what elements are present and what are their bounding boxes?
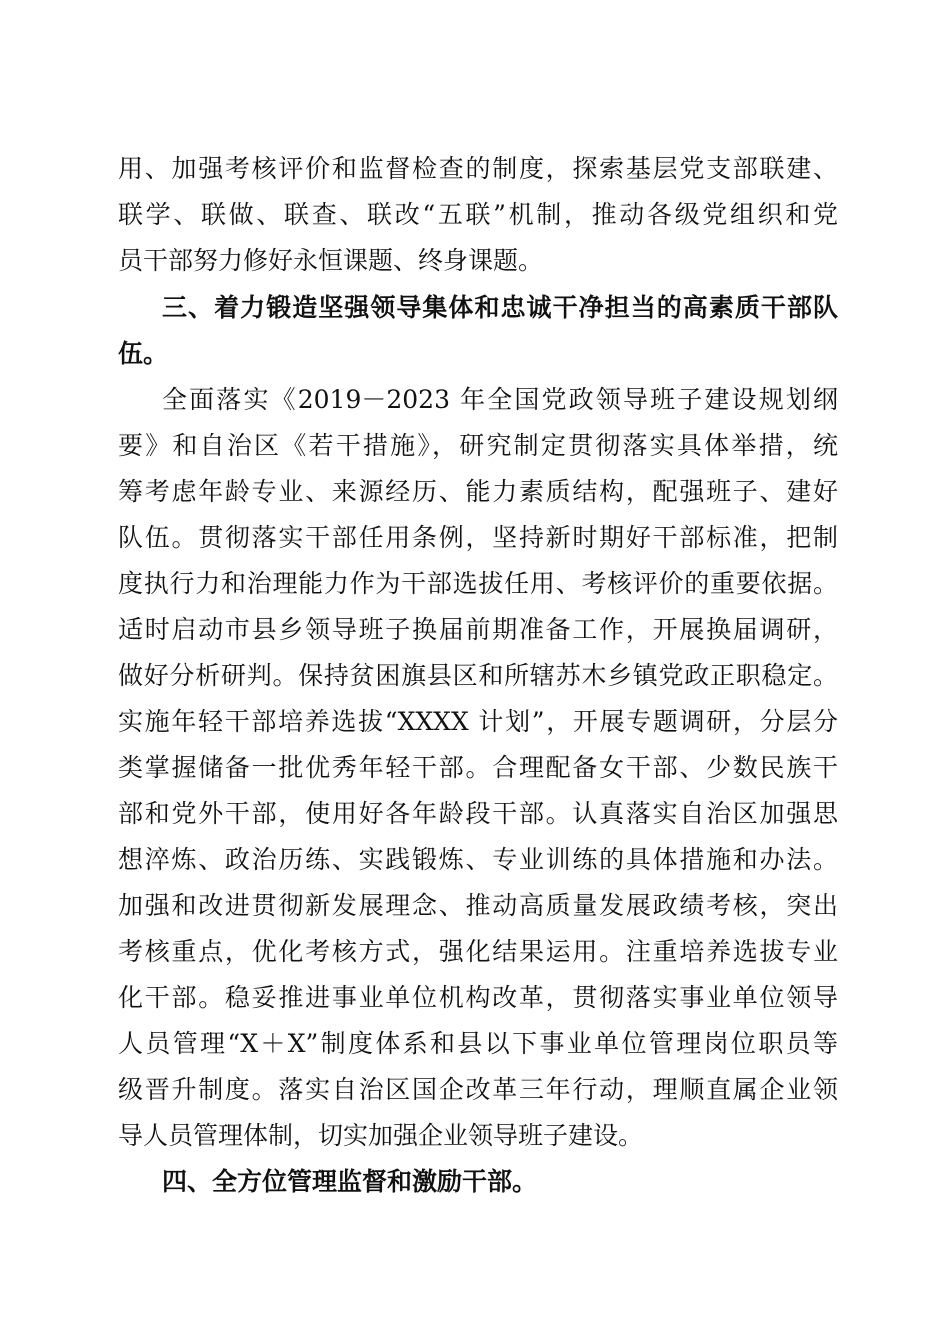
paragraph-line: 筹考虑年龄专业、来源经历、能力素质结构，配强班子、建好 (118, 477, 838, 506)
paragraph-line: 实施年轻干部培养选拔“XXXX 计划”，开展专题调研，分层分 (118, 707, 838, 736)
paragraph-line: 考核重点，优化考核方式，强化结果运用。注重培养选拔专业 (118, 937, 838, 966)
paragraph-line: 加强和改进贯彻新发展理念、推动高质量发展政绩考核，突出 (118, 891, 838, 920)
section-heading-4: 四、全方位管理监督和激励干部。 (162, 1167, 538, 1196)
section-heading-3: 三、着力锻造坚强领导集体和忠诚干净担当的高素质干部队 (162, 293, 838, 322)
paragraph-line: 用、加强考核评价和监督检查的制度，探索基层党支部联建、 (118, 154, 838, 183)
paragraph-line: 级晋升制度。落实自治区国企改革三年行动，理顺直属企业领 (118, 1075, 838, 1104)
paragraph-line: 部和党外干部，使用好各年龄段干部。认真落实自治区加强思 (118, 799, 838, 828)
paragraph-line: 度执行力和治理能力作为干部选拔任用、考核评价的重要依据。 (118, 569, 838, 598)
paragraph-line: 队伍。贯彻落实干部任用条例，坚持新时期好干部标准，把制 (118, 523, 838, 552)
paragraph-line: 全面落实《2019－2023 年全国党政领导班子建设规划纲 (162, 385, 838, 414)
paragraph-line: 做好分析研判。保持贫困旗县区和所辖苏木乡镇党政正职稳定。 (118, 661, 838, 690)
section-heading-3-cont: 伍。 (118, 339, 169, 368)
paragraph-line: 联学、联做、联查、联改“五联”机制，推动各级党组织和党 (118, 200, 838, 229)
paragraph-line: 人员管理“X＋X”制度体系和县以下事业单位管理岗位职员等 (118, 1029, 838, 1058)
paragraph-line: 适时启动市县乡领导班子换届前期准备工作，开展换届调研， (118, 615, 838, 644)
paragraph-line: 类掌握储备一批优秀年轻干部。合理配备女干部、少数民族干 (118, 753, 838, 782)
paragraph-line: 导人员管理体制，切实加强企业领导班子建设。 (118, 1121, 644, 1150)
paragraph-line: 想淬炼、政治历练、实践锻炼、专业训练的具体措施和办法。 (118, 845, 838, 874)
paragraph-line: 员干部努力修好永恒课题、终身课题。 (118, 246, 544, 275)
paragraph-line: 要》和自治区《若干措施》，研究制定贯彻落实具体举措，统 (118, 431, 838, 460)
paragraph-line: 化干部。稳妥推进事业单位机构改革，贯彻落实事业单位领导 (118, 983, 838, 1012)
